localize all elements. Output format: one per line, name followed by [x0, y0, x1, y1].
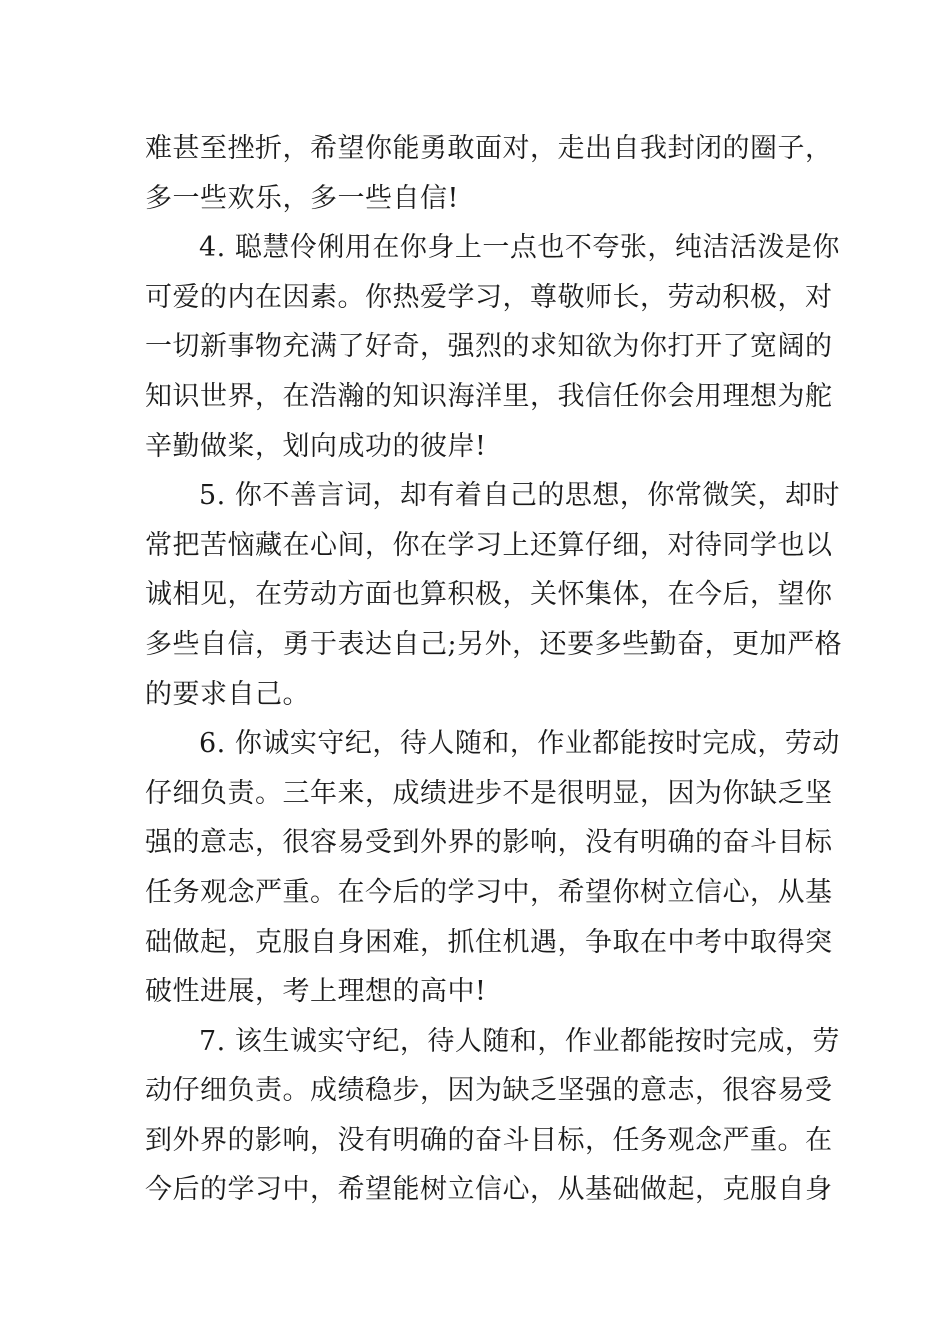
text-line: 多一些欢乐，多一些自信!	[145, 182, 459, 214]
text-line: 可爱的内在因素。你热爱学习，尊敬师长，劳动积极，对	[145, 281, 833, 313]
text-line: 诚相见，在劳动方面也算积极，关怀集体，在今后，望你	[145, 579, 833, 611]
text-line: 难甚至挫折，希望你能勇敢面对，走出自我封闭的圈子，	[145, 133, 833, 164]
text-line: 辛勤做桨，划向成功的彼岸!	[145, 430, 487, 462]
text-line: 础做起，克服自身困难，抓住机遇，争取在中考中取得突	[145, 926, 833, 958]
text-line: 多些自信，勇于表达自己;另外，还要多些勤奋，更加严格	[145, 628, 843, 660]
paragraph-5-start: 5. 你不善言词，却有着自己的思想，你常微笑，却时	[199, 480, 840, 512]
text-line: 常把苦恼藏在心间，你在学习上还算仔细，对待同学也以	[145, 529, 833, 561]
text-line: 知识世界，在浩瀚的知识海洋里，我信任你会用理想为舵	[145, 380, 833, 412]
text-line: 任务观念严重。在今后的学习中，希望你树立信心，从基	[145, 876, 833, 908]
paragraph-4-start: 4. 聪慧伶俐用在你身上一点也不夸张，纯洁活泼是你	[199, 232, 840, 264]
text-line: 今后的学习中，希望能树立信心，从基础做起，克服自身	[145, 1174, 833, 1206]
text-line: 破性进展，考上理想的高中!	[145, 976, 487, 1008]
text-line: 一切新事物充满了好奇，强烈的求知欲为你打开了宽阔的	[145, 331, 833, 363]
document-body	[145, 124, 843, 1215]
paragraph-6-start: 6. 你诚实守纪，待人随和，作业都能按时完成，劳动	[199, 728, 840, 760]
text-line: 仔细负责。三年来，成绩进步不是很明显，因为你缺乏坚	[145, 777, 833, 809]
text-line: 的要求自己。	[145, 678, 310, 710]
paragraph-7-start: 7. 该生诚实守纪，待人随和，作业都能按时完成，劳	[199, 1025, 840, 1057]
text-line: 动仔细负责。成绩稳步，因为缺乏坚强的意志，很容易受	[145, 1075, 833, 1107]
text-line: 到外界的影响，没有明确的奋斗目标，任务观念严重。在	[145, 1124, 833, 1156]
text-line: 强的意志，很容易受到外界的影响，没有明确的奋斗目标	[145, 827, 833, 859]
